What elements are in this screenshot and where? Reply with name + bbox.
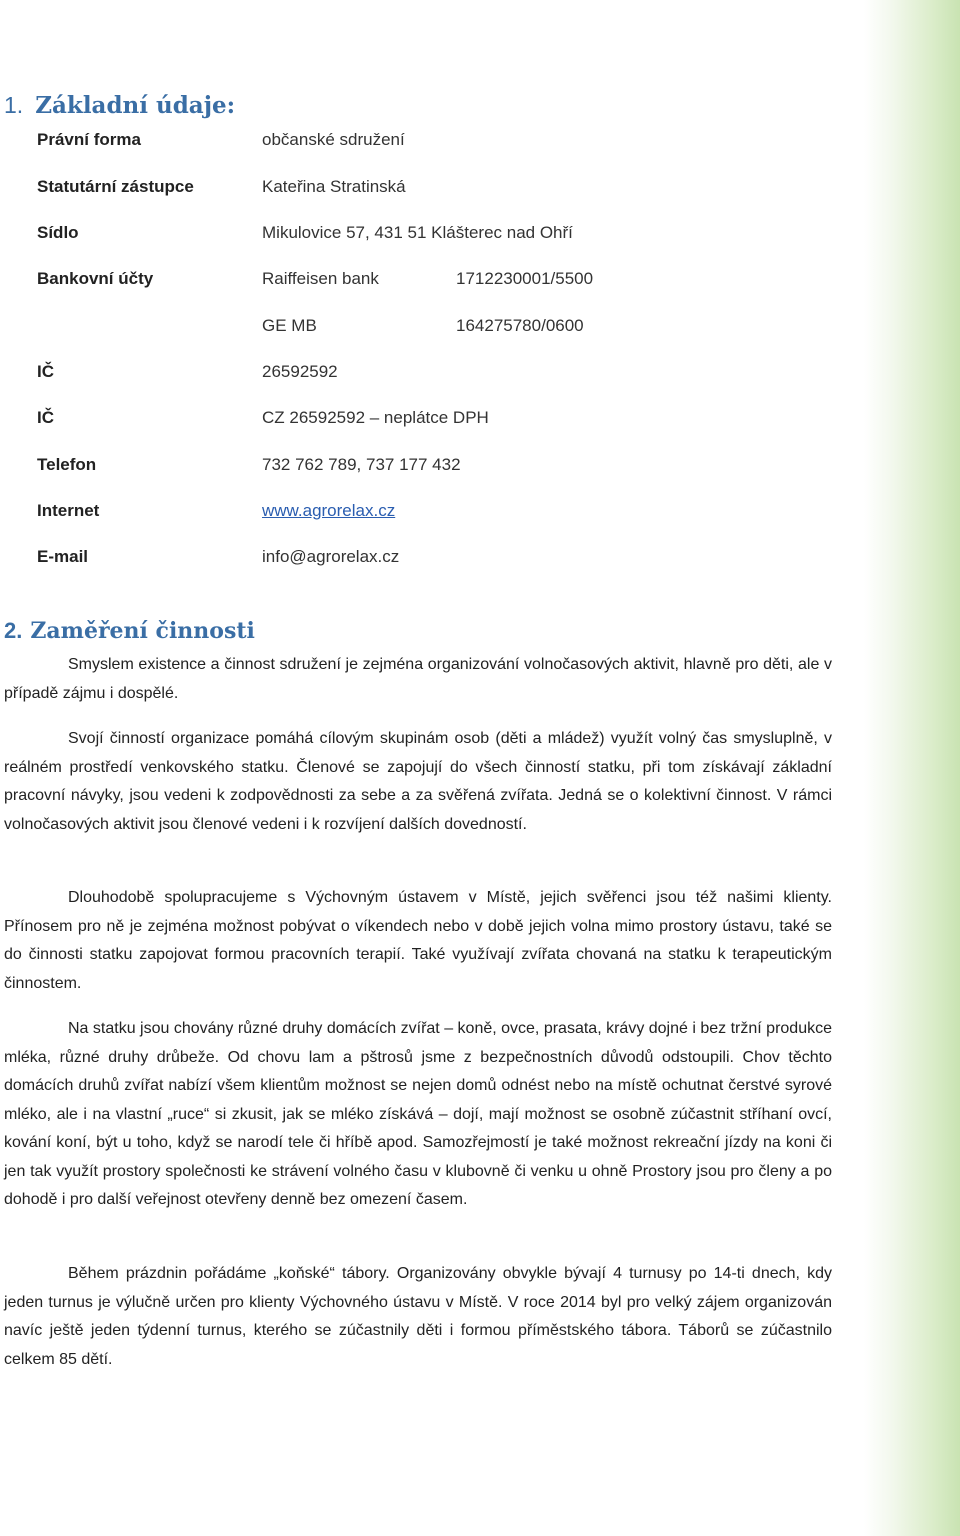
phone-label: Telefon <box>37 455 97 474</box>
bank-name-2: GE MB <box>262 316 317 335</box>
bank-account-number-2: 164275780/0600 <box>456 316 584 335</box>
seat-value: Mikulovice 57, 431 51 Klášterec nad Ohří <box>262 223 573 242</box>
paragraph-purpose: Smyslem existence a činnost sdružení je zejména organizování volnočasových aktivit, hlavně pro děti, ale v případě zájmu i dospělé. <box>4 656 832 702</box>
ic-label-1: IČ <box>37 362 54 381</box>
section-2-heading <box>4 618 255 644</box>
legal-form-label: Právní forma <box>37 130 141 149</box>
section-1-heading <box>4 92 235 119</box>
legal-form-value: občanské sdružení <box>262 130 405 149</box>
ic-label-2: IČ <box>37 408 54 427</box>
seat-label: Sídlo <box>37 223 79 242</box>
phone-value: 732 762 789, 737 177 432 <box>262 455 461 474</box>
section-1-title: Základní údaje: <box>35 92 236 119</box>
representative-label: Statutární zástupce <box>37 177 194 196</box>
section-1-number: 1. <box>4 92 24 118</box>
email-value: info@agrorelax.cz <box>262 547 400 566</box>
decorative-side-stripe <box>864 0 960 1536</box>
internet-label: Internet <box>37 501 100 520</box>
bank-account-number-1: 1712230001/5500 <box>456 269 594 288</box>
paragraph-camps: Během prázdnin pořádáme „koňské“ tábory. Organizovány obvykle bývají 4 turnusy po 14-ti dnech, kdy jeden turnus je výlučně určen pro klienty Výchovného ústavu v Místě. V roce 2014 byl pro velký zájem organizován navíc ještě jeden týdenní turnus, kterého se zúčastnily děti i formou příměstského tábora. Táborů se zúčastnilo celkem 85 dětí. <box>4 1265 832 1368</box>
section-2-number: 2. <box>4 618 23 643</box>
ic-value-1: 26592592 <box>262 362 338 381</box>
paragraph-animals: Na statku jsou chovány různé druhy domácích zvířat – koně, ovce, prasata, krávy dojné i bez tržní produkce mléka, různé druhy drůbeže. Od chovu lam a pštrosů jsme z bezpečnostních důvodů odstoupili. Chov těchto domácích druhů zvířat nabízí všem klientům možnost se nejen domů odnést nebo na místě ochutnat čerstvé syrové mléko, ale i na vlastní „ruce“ si zkusit, jak se mléko získává – dojí, mají možnost se osobně zúčastnit stříhaní ovcí, kování koní, být u toho, když se narodí tele či hříbě apod. Samozřejmostí je také možnost rekreační jízdy na koni či jen tak využít prostory společnosti ke strávení volného času v klubovně či venku u ohně Prostory jsou pro členy a po dohodě i pro další veřejnost otevřeny denně bez omezení časem. <box>4 1020 832 1208</box>
representative-value: Kateřina Stratinská <box>262 177 406 196</box>
paragraph-cooperation: Dlouhodobě spolupracujeme s Výchovným ústavem v Místě, jejich svěřenci jsou též našimi klienty. Přínosem pro ně je zejména možnost pobývat o víkendech nebo v době jejich volna mimo prostory ústavu, také se do činnosti statku zapojovat formou pracovních terapií. Také využívají zvířata chovaná na statku k terapeutickým činnostem. <box>4 889 832 992</box>
email-label: E-mail <box>37 547 89 566</box>
bank-name-1: Raiffeisen bank <box>262 269 379 288</box>
paragraph-activities: Svojí činností organizace pomáhá cílovým skupinám osob (děti a mládež) využít volný čas smysluplně, v reálném prostředí venkovského statku. Členové se zapojují do všech činností statku, při tom získávají základní pracovní návyky, jsou vedeni k zodpovědnosti za sebe a za svěřená zvířata. Jedná se o kolektivní činnost. V rámci volnočasových aktivit jsou členové vedeni i k rozvíjení dalších dovedností. <box>4 730 832 833</box>
ic-value-2: CZ 26592592 – neplátce DPH <box>262 408 489 427</box>
section-2-title: Zaměření činnosti <box>30 618 255 644</box>
website-link[interactable]: www.agrorelax.cz <box>262 501 396 520</box>
bank-accounts-label: Bankovní účty <box>37 269 154 288</box>
